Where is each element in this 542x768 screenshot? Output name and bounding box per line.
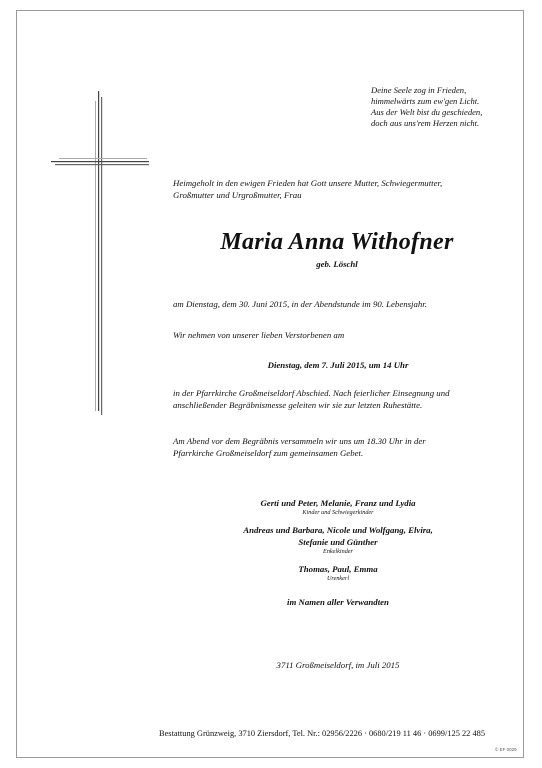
ceremony-line: anschließender Begräbnismesse geleiten wir sie zur letzten Ruhestätte. [173, 400, 423, 410]
mourner-role: Kinder und Schwiegerkinder [302, 509, 374, 516]
mourner-names: Gerti und Peter, Melanie, Franz und Lydia [260, 498, 416, 508]
mourner-role: Urenkerl [326, 575, 350, 582]
prayer-line: Pfarrkirche Großmeiseldorf zum gemeinsamen Gebet. [173, 448, 364, 458]
deceased-block [157, 229, 517, 270]
prayer-text [173, 435, 513, 459]
farewell-intro: Wir nehmen von unserer lieben Verstorbenen am [173, 330, 345, 340]
intro-line: Großmutter und Urgroßmutter, Frau [173, 190, 302, 200]
intro-line: Heimgeholt in den ewigen Frieden hat Gott unsere Mutter, Schwiegermutter, [173, 178, 443, 188]
farewell-date: Dienstag, dem 7. Juli 2015, um 14 Uhr [267, 360, 409, 370]
place-date: 3711 Großmeiseldorf, im Juli 2015 [276, 660, 400, 670]
ceremony-text [173, 387, 513, 411]
death-line: am Dienstag, dem 30. Juni 2015, in der Abendstunde im 90. Lebensjahr. [173, 299, 427, 309]
intro-text [173, 177, 509, 201]
mourner-names: Stefanie und Günther [298, 537, 378, 547]
deceased-name: Maria Anna Withofner [220, 229, 454, 255]
poem-line: doch aus uns'rem Herzen nicht. [371, 118, 480, 128]
all-relatives: im Namen aller Verwandten [287, 597, 389, 607]
mourner-names: Andreas und Barbara, Nicole und Wolfgang, Elvira, [243, 525, 433, 535]
mourner-names: Thomas, Paul, Emma [298, 564, 378, 574]
funeral-home-footer: Bestattung Grünzweig, 3710 Ziersdorf, Tel. Nr.: 02956/2226 · 0680/219 11 46 · 0699/125 22 485 [159, 729, 486, 738]
ceremony-line: in der Pfarrkirche Großmeiseldorf Abschied. Nach feierlicher Einsegnung und [173, 388, 450, 398]
document-code: © EF 0029 [495, 747, 517, 752]
poem [371, 85, 482, 129]
obituary-card [16, 10, 524, 758]
cross-icon [51, 91, 151, 421]
prayer-line: Am Abend vor dem Begräbnis versammeln wir uns um 18.30 Uhr in der [173, 436, 426, 446]
mourners-block [173, 497, 503, 608]
birth-name: geb. Löschl [316, 259, 358, 269]
poem-line: Aus der Welt bist du geschieden, [371, 107, 483, 117]
poem-line: Deine Seele zog in Frieden, [371, 85, 467, 95]
mourner-role: Enkelkinder [323, 548, 353, 555]
poem-line: himmelwärts zum ew'gen Licht. [371, 96, 480, 106]
